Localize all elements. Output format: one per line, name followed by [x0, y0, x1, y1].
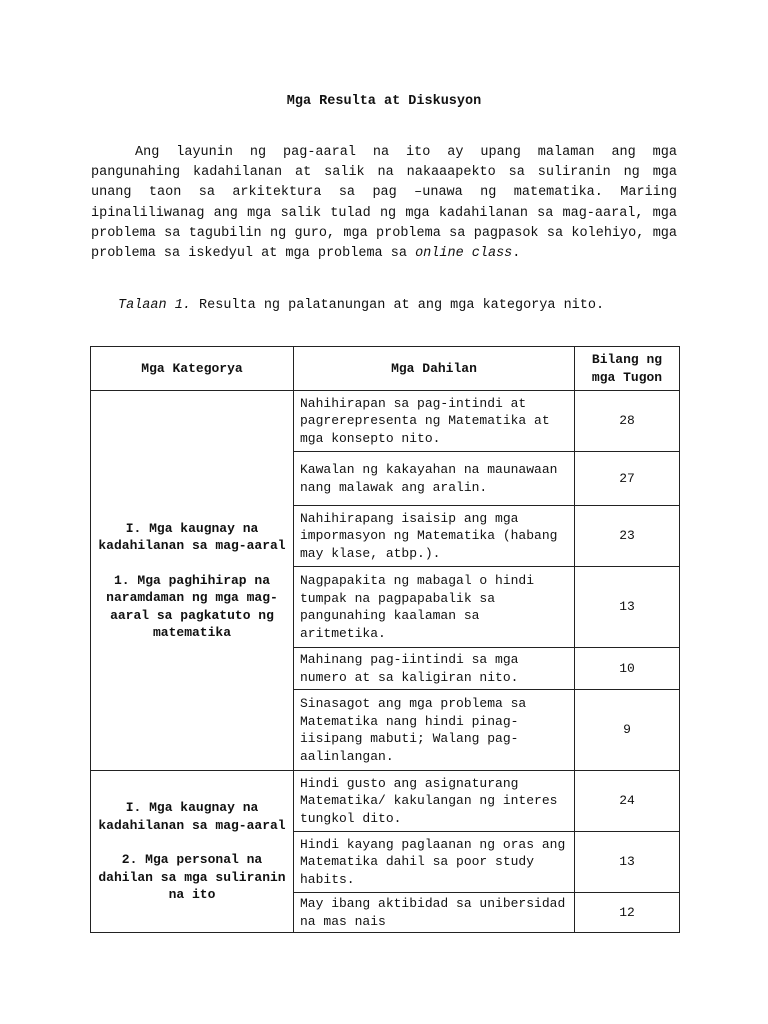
category-sub: 2. Mga personal na dahilan sa mga suliranin na ito: [98, 852, 286, 903]
count-cell: 9: [575, 690, 680, 771]
reason-cell: Kawalan ng kakayahan na maunawaan nang malawak ang aralin.: [294, 452, 575, 506]
count-cell: 12: [575, 893, 680, 933]
table-caption: [118, 298, 718, 313]
table-caption-text: Resulta ng palatanungan at ang mga kategorya nito.: [190, 298, 605, 313]
table-row: [91, 391, 680, 452]
header-categories: Mga Kategorya: [91, 347, 294, 391]
header-reasons: Mga Dahilan: [294, 347, 575, 391]
category-main: I. Mga kaugnay na kadahilanan sa mag-aaral: [98, 800, 286, 833]
category-cell: [91, 391, 294, 771]
results-table: [90, 346, 680, 933]
reason-cell: Mahinang pag-iintindi sa mga numero at sa kaligiran nito.: [294, 648, 575, 690]
table-header-row: [91, 347, 680, 391]
reason-cell: May ibang aktibidad sa unibersidad na mas nais: [294, 893, 575, 933]
count-cell: 28: [575, 391, 680, 452]
header-response-count: Bilang ng mga Tugon: [575, 347, 680, 391]
count-cell: 10: [575, 648, 680, 690]
reason-cell: Sinasagot ang mga problema sa Matematika nang hindi pinag-iisipang mabuti; Walang pag-aalinlangan.: [294, 690, 575, 771]
intro-text-end: .: [512, 246, 521, 262]
reason-cell: Hindi kayang paglaanan ng oras ang Matematika dahil sa poor study habits.: [294, 832, 575, 893]
count-cell: 13: [575, 567, 680, 648]
count-cell: 13: [575, 832, 680, 893]
reason-cell: Nagpapakita ng mabagal o hindi tumpak na pagpapabalik sa pangunahing kaalaman sa aritmetika.: [294, 567, 575, 648]
table-row: [91, 771, 680, 832]
reason-cell: Nahihirapang isaisip ang mga impormasyon ng Matematika (habang may klase, atbp.).: [294, 506, 575, 567]
category-sub: 1. Mga paghihirap na naramdaman ng mga mag-aaral sa pagkatuto ng matematika: [106, 572, 278, 640]
category-main: I. Mga kaugnay na kadahilanan sa mag-aaral: [98, 520, 286, 553]
intro-italic-term: online class: [415, 246, 513, 262]
count-cell: 23: [575, 506, 680, 567]
count-cell: 27: [575, 452, 680, 506]
count-cell: 24: [575, 771, 680, 832]
category-cell: [91, 771, 294, 933]
intro-text: Ang layunin ng pag-aaral na ito ay upang malaman ang mga pangunahing kadahilanan at salik na nakaaapekto sa suliranin ng mga unang taon sa arkitektura sa pag –unawa ng matematika. Mariing ipinaliliwanag ang mga salik tulad ng mga kadahilanan sa mag-aaral, mga problema sa tagubilin ng guro, mga problema sa pagpasok sa kolehiyo, mga problema sa iskedyul at mga problema sa: [91, 145, 677, 262]
page-title: Mga Resulta at Diskusyon: [286, 94, 482, 109]
reason-cell: Nahihirapan sa pag-intindi at pagrerepresenta ng Matematika at mga konsepto nito.: [294, 391, 575, 452]
reason-cell: Hindi gusto ang asignaturang Matematika/ kakulangan ng interes tungkol dito.: [294, 771, 575, 832]
table-caption-label: Talaan 1.: [118, 298, 191, 313]
intro-paragraph: [91, 143, 677, 264]
